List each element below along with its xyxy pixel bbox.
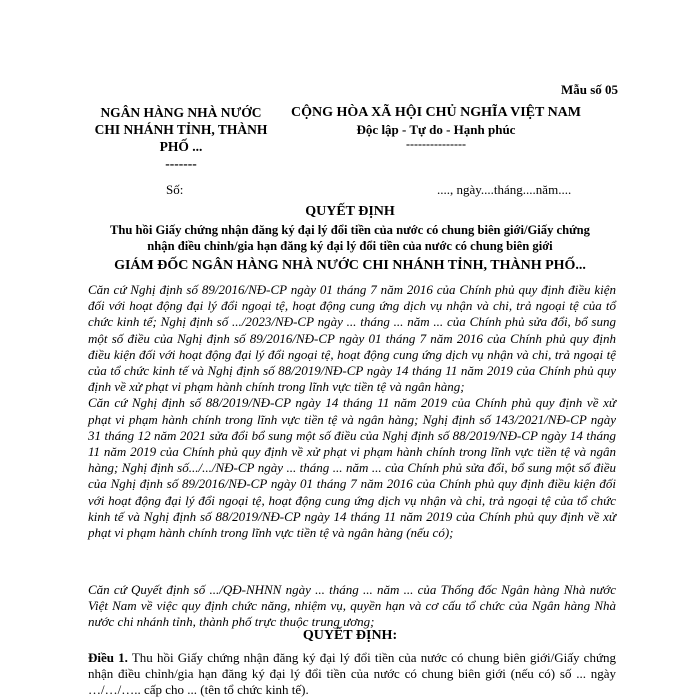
decision-heading: QUYẾT ĐỊNH: [302,628,398,643]
form-number: Mẫu số 05 [560,82,618,97]
issuer-line-1: NGÂN HÀNG NHÀ NƯỚC [100,105,262,120]
document-subtitle: Thu hồi Giấy chứng nhận đăng ký đại lý đổi tiền của nước có chung biên giới/Giấy chứng nhận điều chỉnh/gia hạn đăng ký đại lý đổi tiền của nước có chung biên giới [110,223,590,253]
issuer-separator: ------- [165,156,197,171]
article-1-text: Thu hồi Giấy chứng nhận đăng ký đại lý đổi tiền của nước có chung biên giới/Giấy chứng nhận điều chỉnh/gia hạn đăng ký đại lý đổi tiền của nước có chung biên giới (nếu có) số ... ngày …/…/….. cấp cho ... (tên tổ chức kinh tế). [88,650,616,698]
document-number-label: Số: [166,182,184,197]
article-1-label: Điều 1. [88,650,128,665]
legal-basis-2: Căn cứ Nghị định số 88/2019/NĐ-CP ngày 14 tháng 11 năm 2019 của Chính phủ quy định về xử phạt vi phạm hành chính trong lĩnh vực tiền tệ và ngân hàng; Nghị định số 143/2021/NĐ-CP ngày 31 tháng 12 năm 2021 sửa đổi bổ sung một số điều của Nghị định số 88/2019/NĐ-CP ngày 14 tháng 11 năm 2019 của Chính phủ quy định về xử phạt vi phạm hành chính trong lĩnh vực tiền tệ và ngân hàng; Nghị định số.../.../NĐ-CP ngày ... tháng ... năm ... của Chính phủ sửa đổi, bổ sung một số điều của Nghị định số 89/2016/NĐ-CP ngày 01 tháng 7 năm 2016 của Chính phủ quy định điều kiện đối với hoạt động đại lý đổi ngoại tệ, hoạt động cung ứng dịch vụ nhận và chi, trả ngoại tệ của tổ chức kinh tế và Nghị định số 88/2019/NĐ-CP ngày 14 tháng 11 năm 2019 của Chính phủ quy định về xử phạt vi phạm hành chính trong lĩnh vực tiền tệ và ngân hàng (nếu có); [88,395,616,541]
legal-basis-block [88,282,616,541]
issuer-header [88,104,274,172]
date-line: ...., ngày....tháng....năm.... [437,182,572,197]
document-title: QUYẾT ĐỊNH [305,204,395,219]
national-separator: --------------- [406,137,466,151]
national-title: CỘNG HÒA XÃ HỘI CHỦ NGHĨA VIỆT NAM [290,105,581,120]
legal-basis-3: Căn cứ Quyết định số .../QĐ-NHNN ngày ... tháng ... năm ... của Thống đốc Ngân hàng Nhà nước Việt Nam về việc quy định chức năng, nhiệm vụ, quyền hạn và cơ cấu tổ chức của Ngân hàng Nhà nước chi nhánh tỉnh, thành phố trực thuộc trung ương; [88,582,616,630]
issuer-line-3: PHỐ ... [159,139,203,154]
national-motto: Độc lập - Tự do - Hạnh phúc [356,122,516,137]
authority-line: GIÁM ĐỐC NGÂN HÀNG NHÀ NƯỚC CHI NHÁNH TỈNH, THÀNH PHỐ... [114,258,586,273]
national-header [283,104,589,150]
legal-basis-1: Căn cứ Nghị định số 89/2016/NĐ-CP ngày 01 tháng 7 năm 2016 của Chính phủ quy định điều kiện đối với hoạt động đại lý đổi ngoại tệ, hoạt động cung ứng dịch vụ nhận và chi, trả ngoại tệ của tổ chức kinh tế; Nghị định số .../2023/NĐ-CP ngày ... tháng ... năm ... của Chính phủ sửa đổi, bổ sung một số điều của Nghị định số 89/2016/NĐ-CP ngày 01 tháng 7 năm 2016 của Chính phủ quy định điều kiện đối với hoạt động đại lý đổi ngoại tệ, hoạt động cung ứng dịch vụ nhận và chi, trả ngoại tệ của tổ chức kinh tế và Nghị định số 88/2019/NĐ-CP ngày 14 tháng 11 năm 2019 của Chính phủ quy định về xử phạt vi phạm hành chính trong lĩnh vực tiền tệ và ngân hàng; [88,282,616,395]
issuer-line-2: CHI NHÁNH TỈNH, THÀNH [94,122,268,137]
article-1 [88,650,616,699]
